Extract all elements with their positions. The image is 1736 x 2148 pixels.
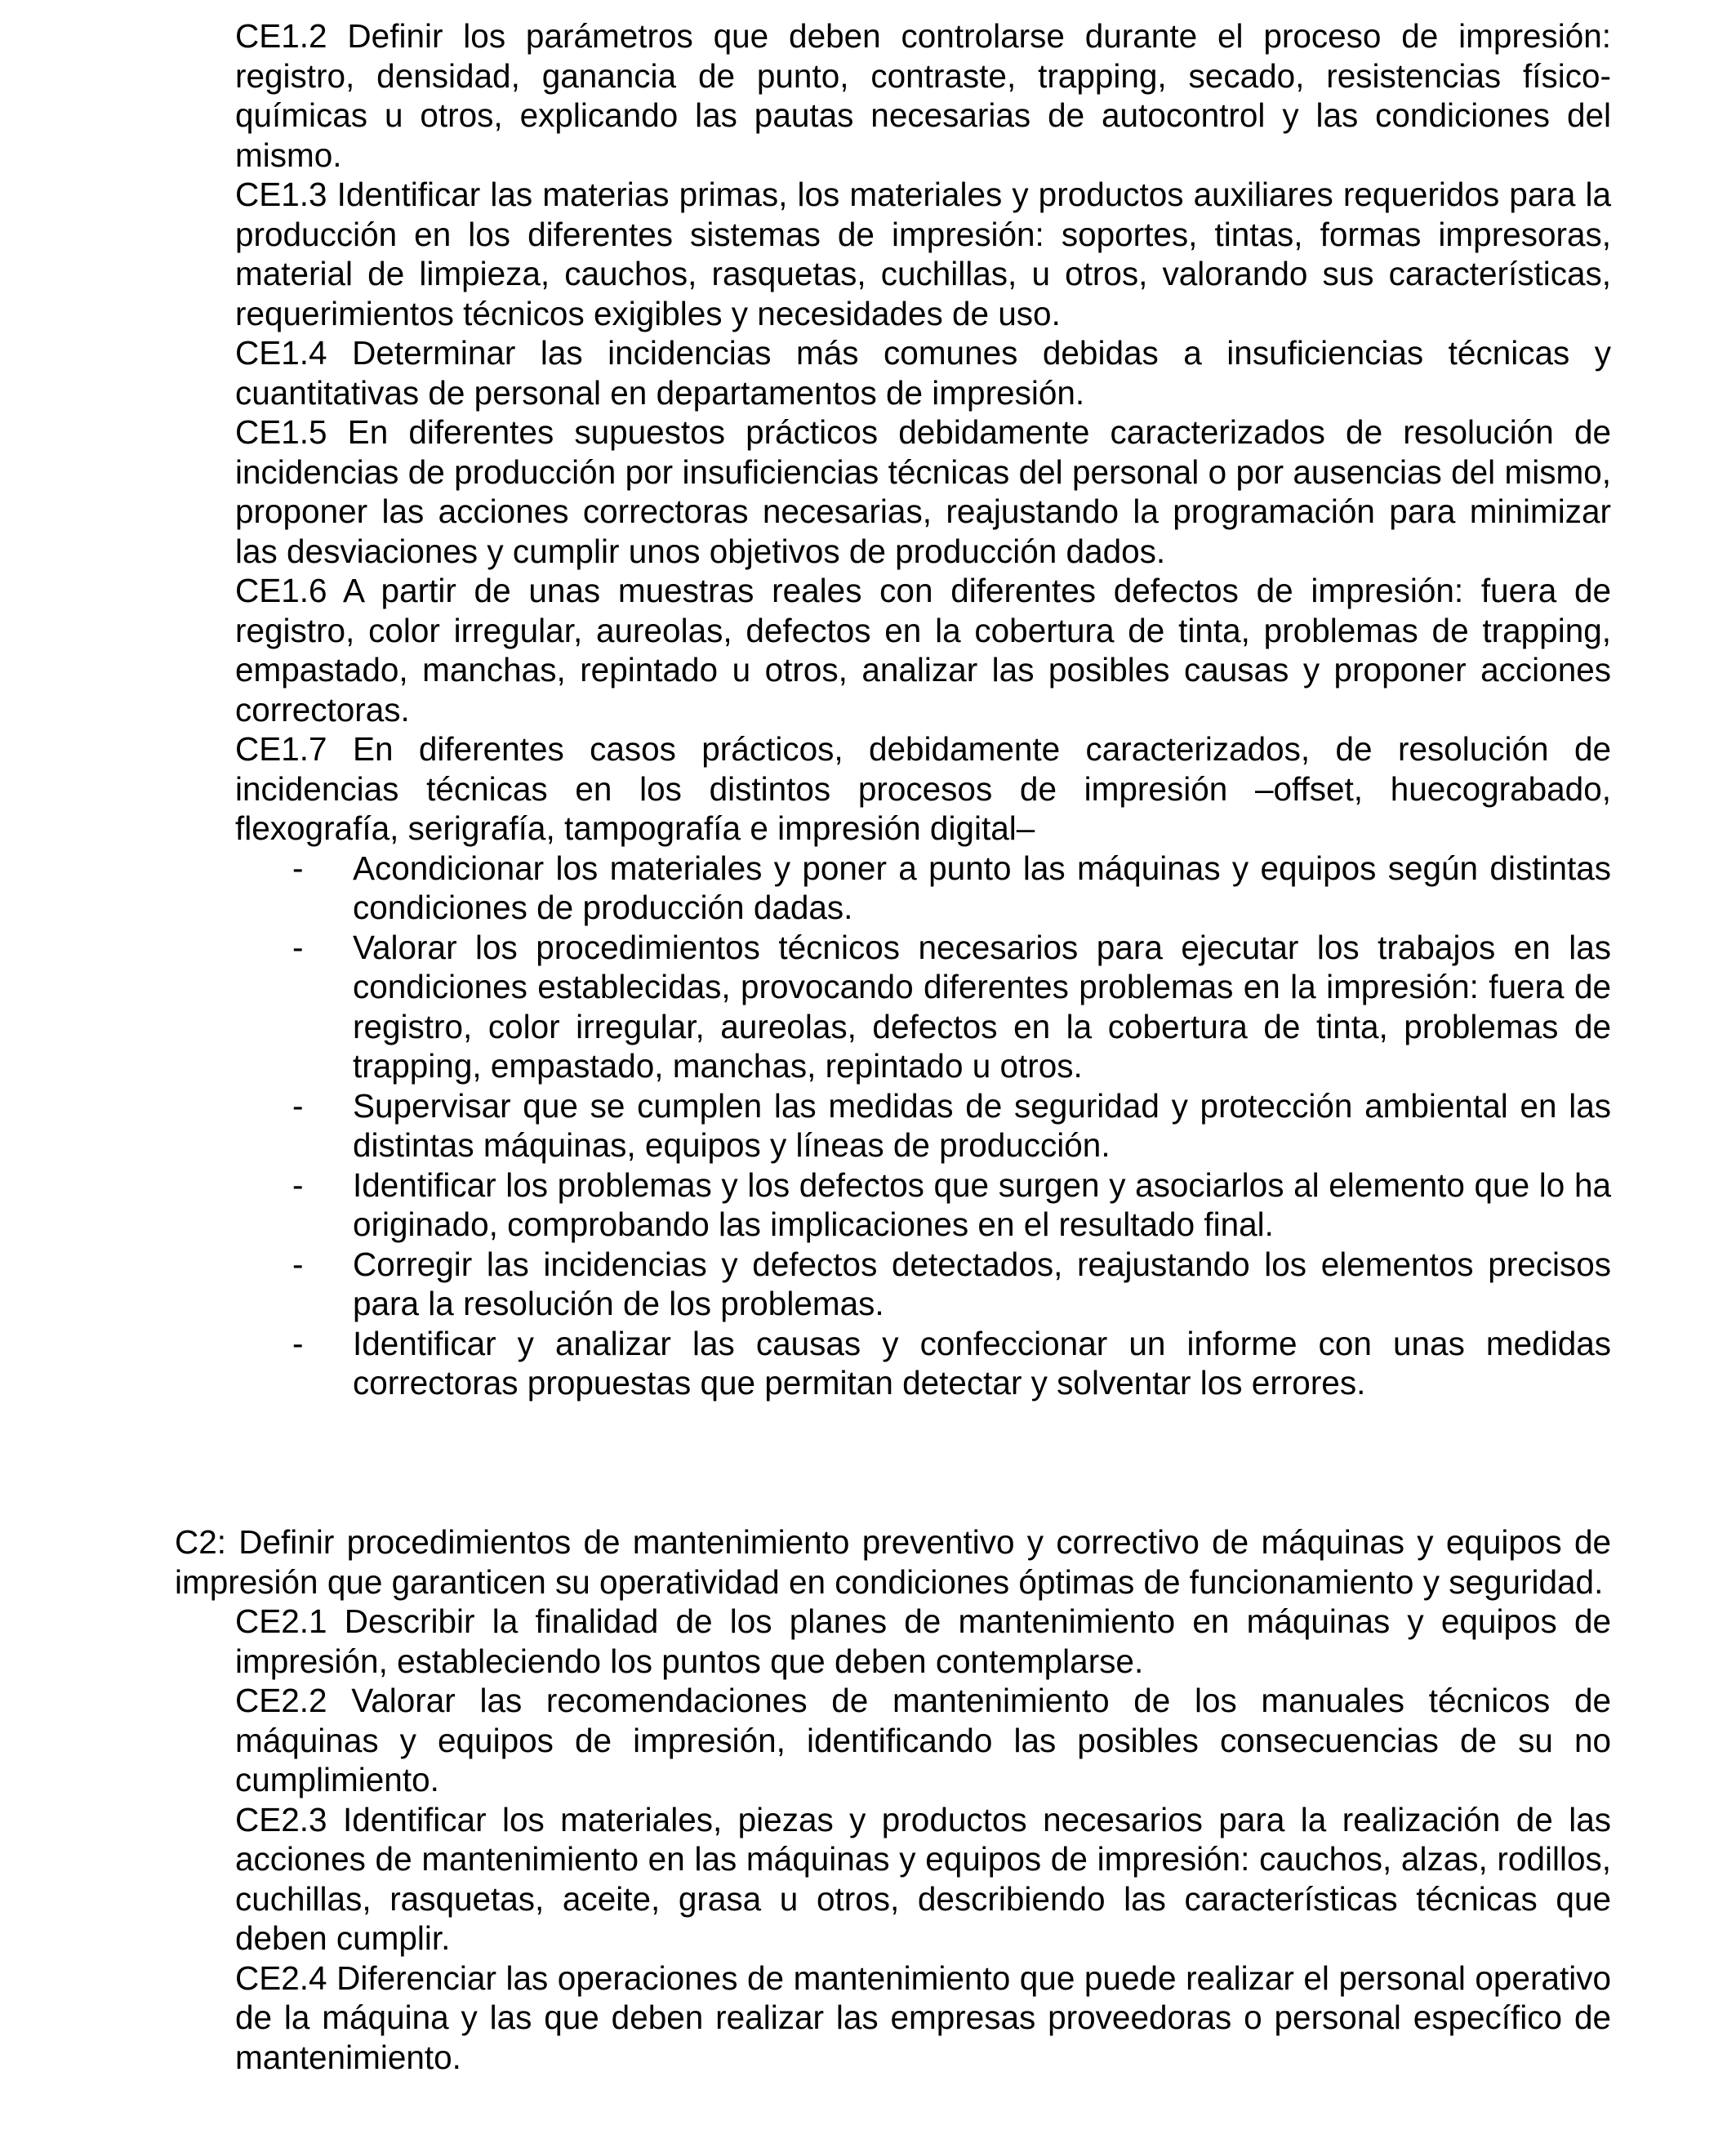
- criterion-ce1-6: CE1.6 A partir de unas muestras reales con diferentes defectos de impresión: fuera de registro, color irregular, aureolas, defectos en la cobertura de tinta, problemas de trapping, empastado, manchas, repintado u otros, analizar las posibles causas y proponer acciones correctoras.: [235, 572, 1611, 729]
- criterion-ce2-4: CE2.4 Diferenciar las operaciones de mantenimiento que puede realizar el personal operativo de la máquina y las que deben realizar las empresas proveedoras o personal específico de mantenimiento.: [235, 1959, 1611, 2076]
- criterion-ce2-3: CE2.3 Identificar los materiales, piezas y productos necesarios para la realización de las acciones de mantenimiento en las máquinas y equipos de impresión: cauchos, alzas, rodillos, cuchillas, rasquetas, aceite, grasa u otros, describiendo las características técnicas que deben cumplir.: [235, 1800, 1611, 1957]
- list-item: [292, 1324, 1611, 1403]
- criterion-ce1-3: CE1.3 Identificar las materias primas, los materiales y productos auxiliares requeridos para la producción en los diferentes sistemas de impresión: soportes, tintas, formas impresoras, material de limpieza, cauchos, rasquetas, cuchillas, u otros, valorando sus características, requerimientos técnicos exigibles y necesidades de uso.: [235, 176, 1611, 332]
- list-item-text: Valorar los procedimientos técnicos necesarios para ejecutar los trabajos en las condiciones establecidas, provocando diferentes problemas en la impresión: fuera de registro, color irregular, aureolas, defectos en la cobertura de tinta, problemas de trapping, empastado, manchas, repintado u otros.: [353, 928, 1611, 1085]
- bullet-marker: -: [292, 928, 304, 966]
- list-item-text: Corregir las incidencias y defectos detectados, reajustando los elementos precisos para la resolución de los problemas.: [353, 1245, 1611, 1322]
- list-item-text: Supervisar que se cumplen las medidas de seguridad y protección ambiental en las distintas máquinas, equipos y líneas de producción.: [353, 1086, 1611, 1164]
- criterion-c2-heading: C2: Definir procedimientos de mantenimiento preventivo y correctivo de máquinas y equipos de impresión que garanticen su operatividad en condiciones óptimas de funcionamiento y seguridad.: [175, 1523, 1611, 1601]
- list-item-text: Identificar y analizar las causas y confeccionar un informe con unas medidas correctoras propuestas que permitan detectar y solventar los errores.: [353, 1324, 1611, 1402]
- list-item: [292, 1245, 1611, 1324]
- bullet-marker: -: [292, 849, 304, 887]
- criterion-ce1-5: CE1.5 En diferentes supuestos prácticos debidamente caracterizados de resolución de incidencias de producción por insuficiencias técnicas del personal o por ausencias del mismo, proponer las acciones correctoras necesarias, reajustando la programación para minimizar las desviaciones y cumplir unos objetivos de producción dados.: [235, 413, 1611, 570]
- list-item-text: Identificar los problemas y los defectos que surgen y asociarlos al elemento que lo ha originado, comprobando las implicaciones en el resultado final.: [353, 1165, 1611, 1243]
- c2-criteria-block: [0, 1522, 1736, 2077]
- criterion-ce2-1: CE2.1 Describir la finalidad de los planes de mantenimiento en máquinas y equipos de impresión, estableciendo los puntos que deben contemplarse.: [235, 1602, 1611, 1680]
- list-item: [292, 1086, 1611, 1165]
- list-item: [292, 849, 1611, 928]
- criterion-ce1-4: CE1.4 Determinar las incidencias más comunes debidas a insuficiencias técnicas y cuantitativas de personal en departamentos de impresión.: [235, 334, 1611, 412]
- list-item: [292, 928, 1611, 1086]
- bullet-marker: -: [292, 1086, 304, 1125]
- ce1-7-bullet-list: [0, 849, 1736, 1403]
- criterion-ce1-2: CE1.2 Definir los parámetros que deben controlarse durante el proceso de impresión: registro, densidad, ganancia de punto, contraste, trapping, secado, resistencias físico-químicas u otros, explicando las pautas necesarias de autocontrol y las condiciones del mismo.: [235, 17, 1611, 174]
- bullet-marker: -: [292, 1165, 304, 1204]
- c1-criteria-block: [0, 16, 1736, 1403]
- criterion-ce1-7: CE1.7 En diferentes casos prácticos, debidamente caracterizados, de resolución de incidencias técnicas en los distintos procesos de impresión –offset, huecograbado, flexografía, serigrafía, tampografía e impresión digital–: [235, 730, 1611, 847]
- bullet-marker: -: [292, 1245, 304, 1283]
- bullet-marker: -: [292, 1324, 304, 1362]
- criterion-ce2-2: CE2.2 Valorar las recomendaciones de mantenimiento de los manuales técnicos de máquinas y equipos de impresión, identificando las posibles consecuencias de su no cumplimiento.: [235, 1682, 1611, 1798]
- list-item-text: Acondicionar los materiales y poner a punto las máquinas y equipos según distintas condiciones de producción dadas.: [353, 849, 1611, 926]
- list-item: [292, 1165, 1611, 1245]
